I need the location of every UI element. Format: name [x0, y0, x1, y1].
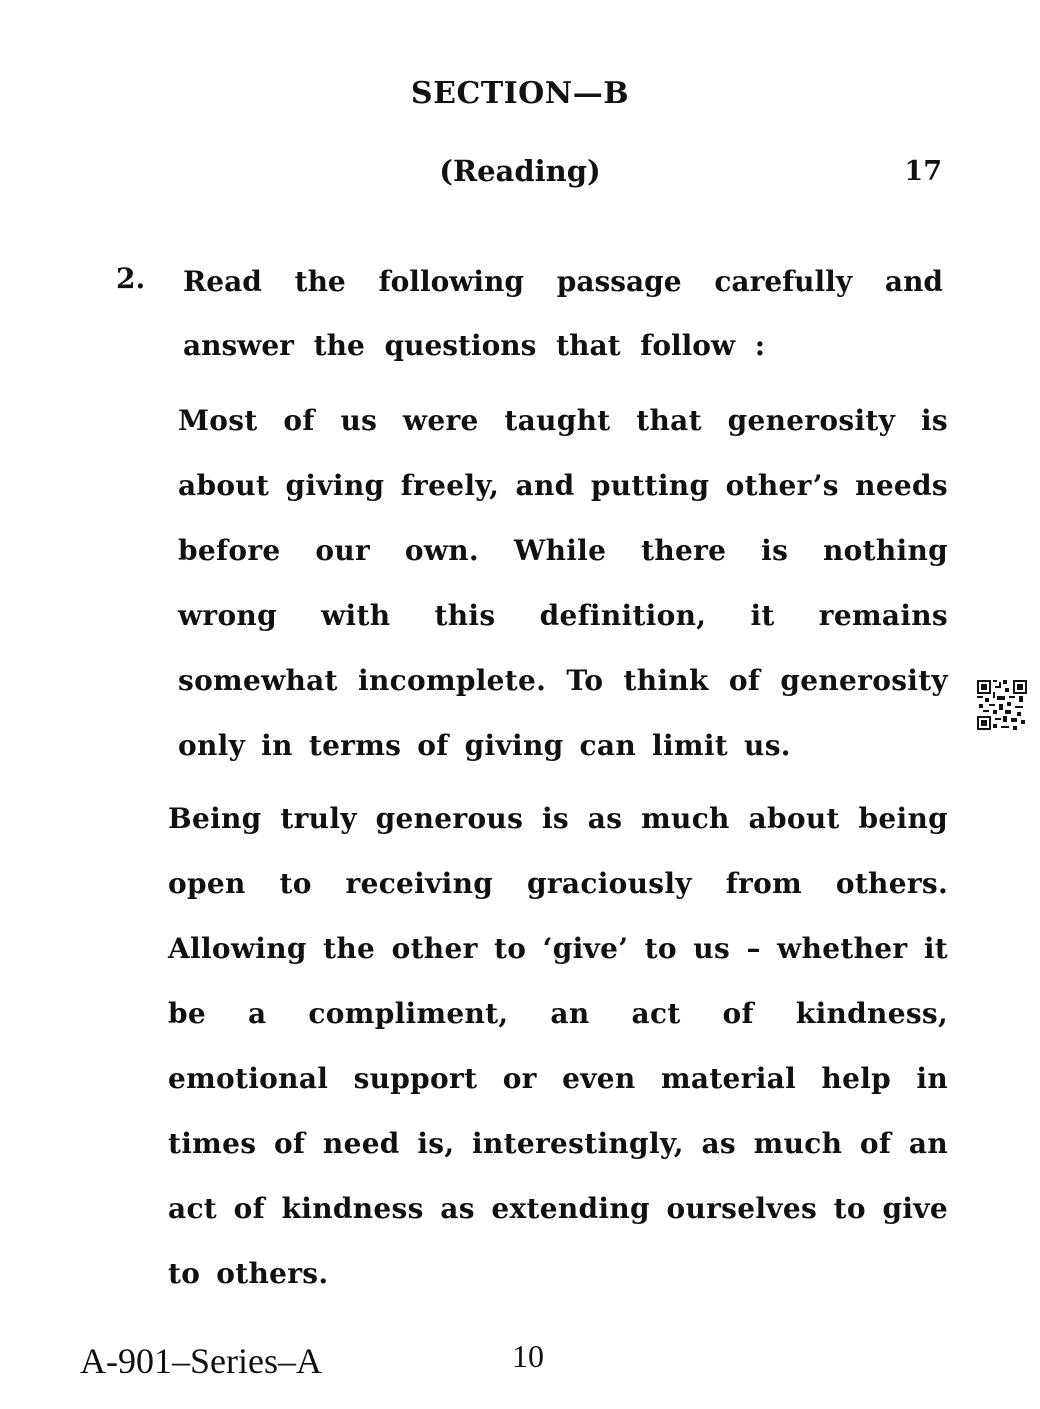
question-instruction: Read the following passage carefully and answer the questions that follow : [183, 265, 943, 362]
qr-code-icon [977, 680, 1027, 730]
passage-paragraph-1: Most of us were taught that generosity is about giving freely, and putting other’s needs before our own. While there is nothing wrong with this definition, it remains somewhat incomplete. To think of generosity only in terms of giving can limit us. [178, 404, 948, 762]
page-number: 10 [512, 1338, 544, 1374]
paper-code: A-901–Series–A [80, 1341, 322, 1381]
section-title: SECTION—B [410, 76, 630, 111]
marks-total: 17 [904, 156, 942, 187]
question-number: 2. [116, 262, 146, 295]
section-subheading: (Reading) [439, 154, 601, 188]
passage-paragraph-2: Being truly generous is as much about being open to receiving graciously from others. Allowing the other to ‘give’ to us – whether it be a compliment, an act of kindness, emotional support or even material help in times of need is, interestingly, as much of an act of kindness as extending ourselves to give to others. [168, 802, 948, 1290]
